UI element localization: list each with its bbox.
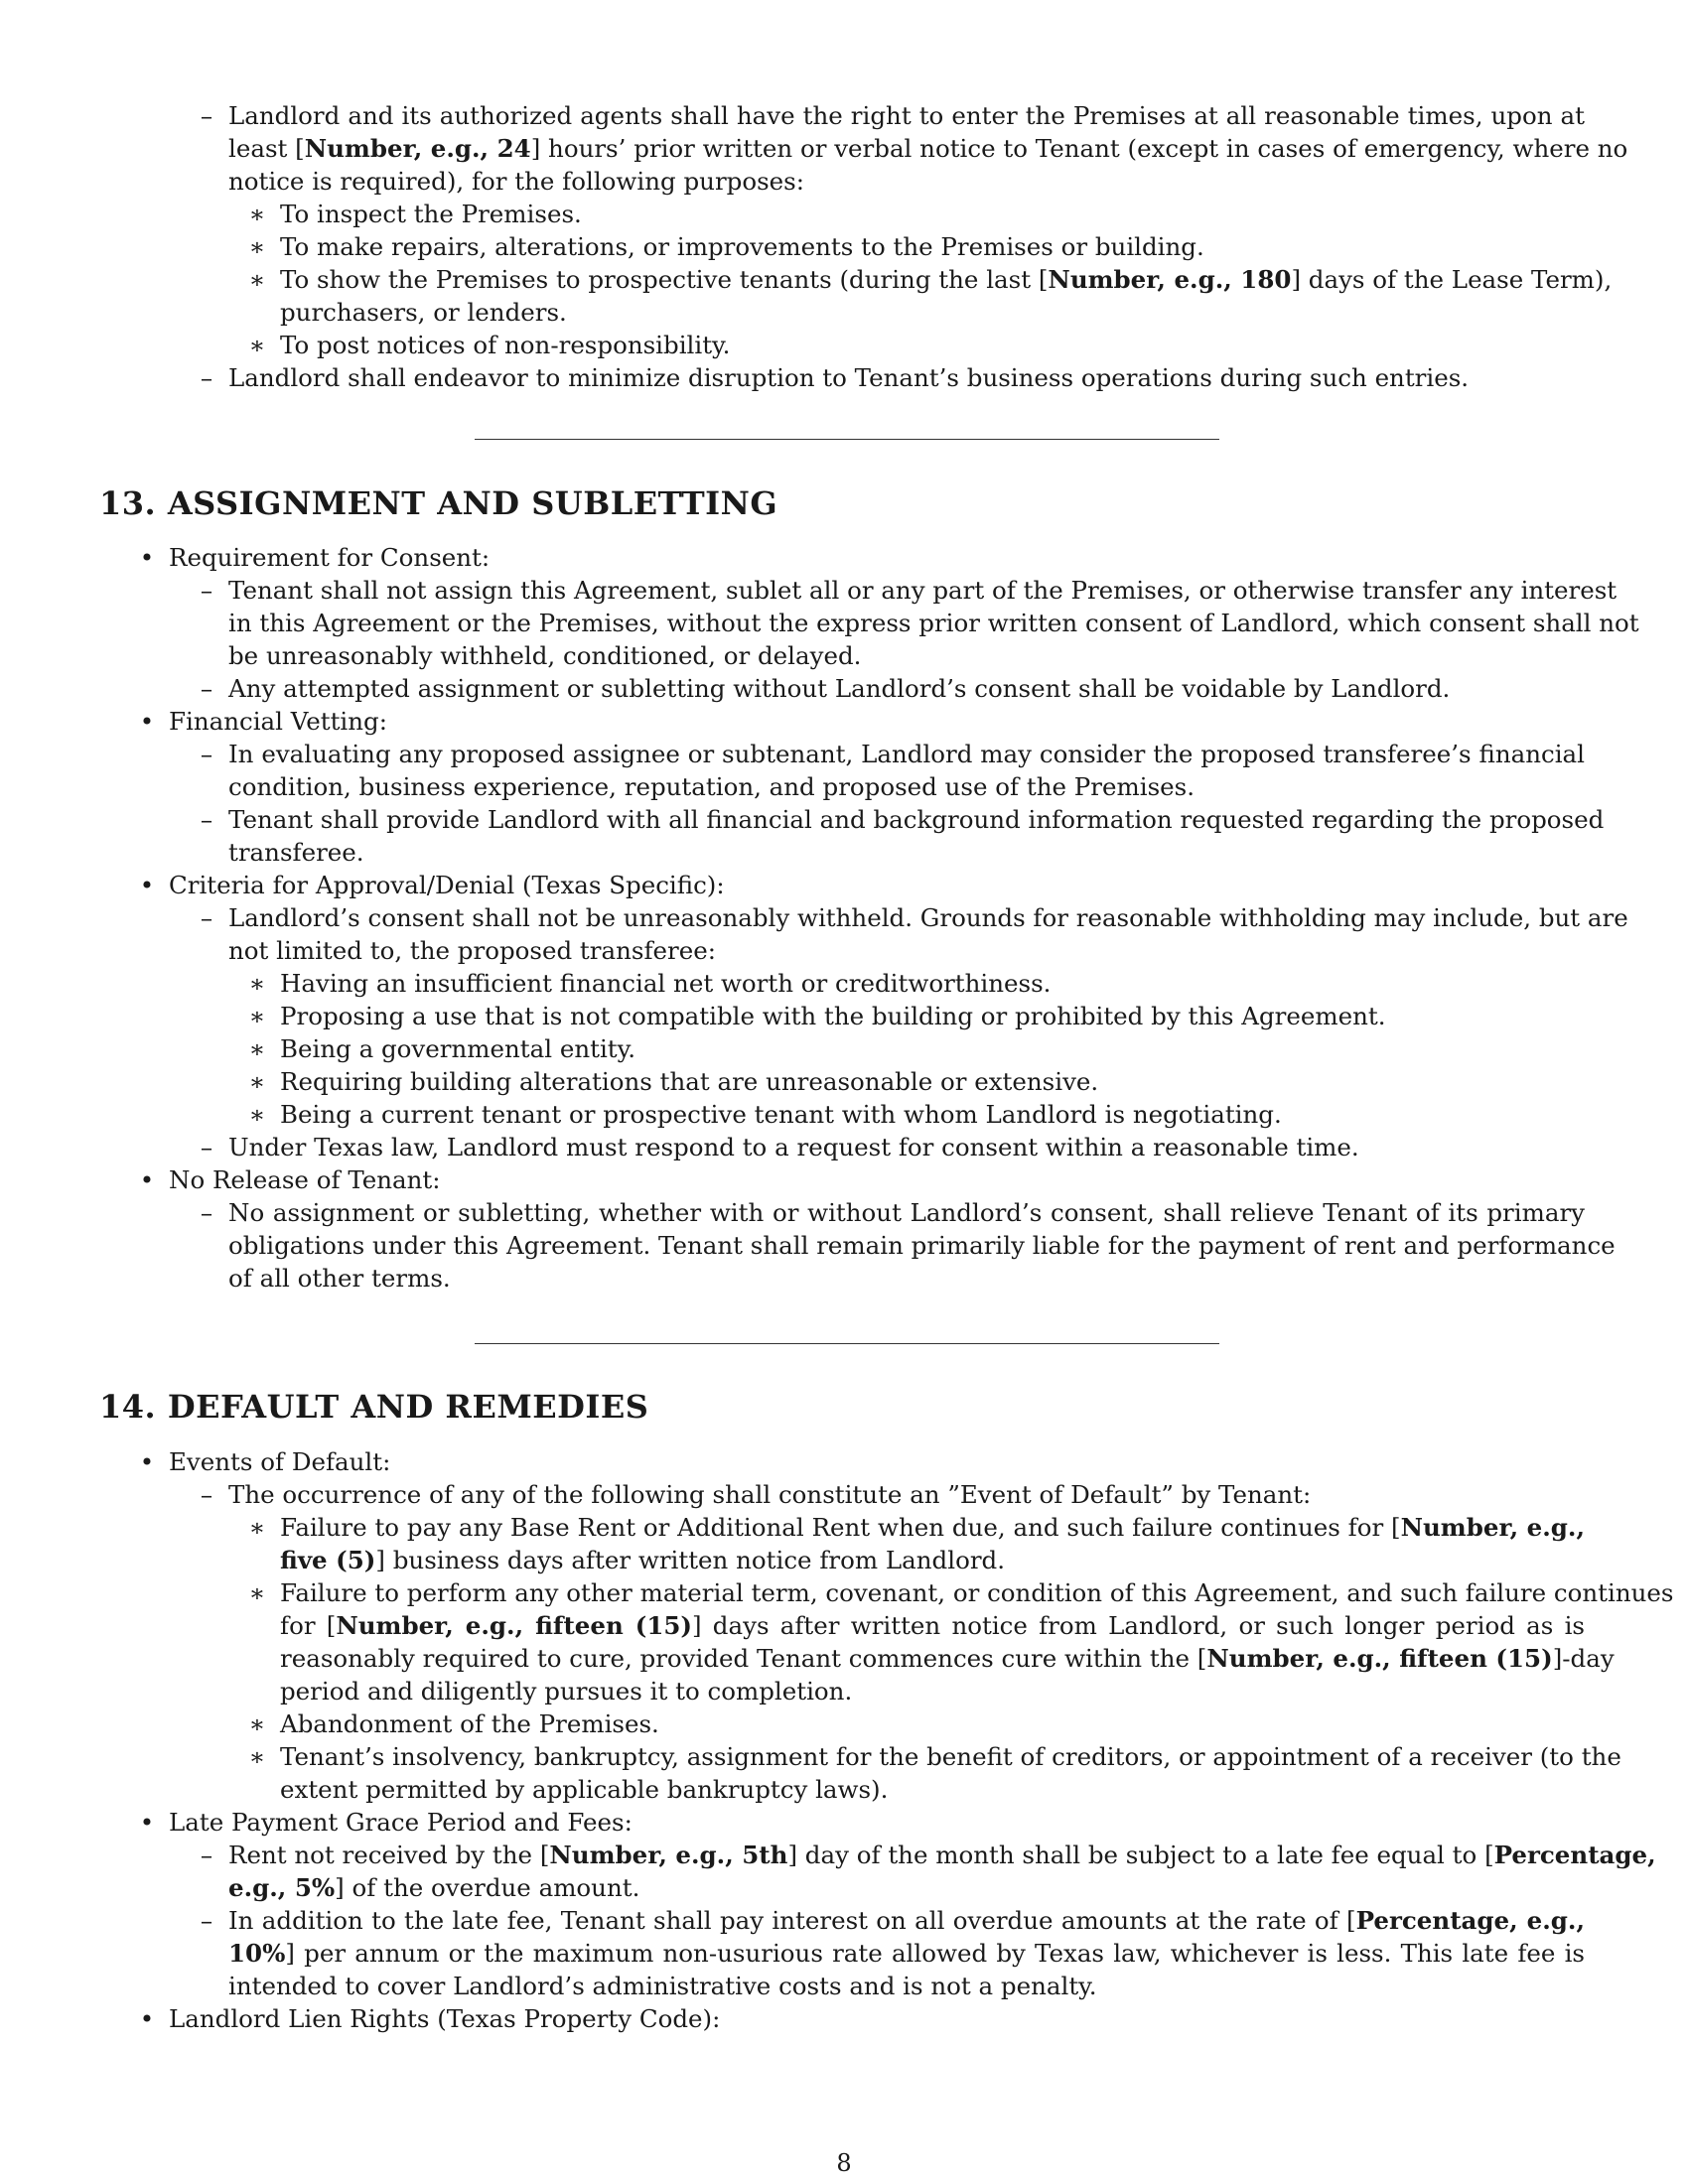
s14-b2-dash2-line1: In addition to the late fee, Tenant shall pay interest on all overdue amounts at the rate of [Percentage, e.g., bbox=[228, 1906, 1585, 1935]
s13-b3-star4: Requiring building alterations that are unreasonable or extensive. bbox=[280, 1067, 1099, 1096]
bullet-marker: • bbox=[139, 871, 155, 899]
s14-star2-line1: Failure to perform any other material term, covenant, or condition of this Agreement, and such failure continues bbox=[280, 1578, 1674, 1607]
dash-marker: – bbox=[200, 1906, 213, 1935]
s14-star2-line2: for [Number, e.g., fifteen (15)] days after written notice from Landlord, or such longer period as is bbox=[280, 1611, 1585, 1640]
s13-bullet2: Financial Vetting: bbox=[169, 707, 387, 736]
star-marker: ∗ bbox=[248, 1067, 266, 1096]
star-marker: ∗ bbox=[248, 1709, 266, 1738]
list-item bbox=[0, 263, 1688, 329]
bullet-marker: • bbox=[139, 543, 155, 572]
s13-b2-dash1-line1: In evaluating any proposed assignee or subtenant, Landlord may consider the proposed transferee’s financial bbox=[228, 740, 1585, 768]
dash-marker: – bbox=[200, 740, 213, 768]
s13-b2-dash2-line1: Tenant shall provide Landlord with all financial and background information requested regarding the proposed bbox=[228, 805, 1605, 834]
s14-star1-line2: five (5)] business days after written notice from Landlord. bbox=[280, 1546, 1005, 1574]
star-marker: ∗ bbox=[248, 331, 266, 359]
s14-b2-dash2-line2: 10%] per annum or the maximum non-usurious rate allowed by Texas law, whichever is less. This late fee is bbox=[228, 1939, 1585, 1968]
s13-b1-dash2: Any attempted assignment or subletting without Landlord’s consent shall be voidable by Landlord. bbox=[228, 674, 1451, 703]
s14-bullet2: Late Payment Grace Period and Fees: bbox=[169, 1808, 633, 1837]
list-item bbox=[0, 803, 1688, 869]
s13-bullet3: Criteria for Approval/Denial (Texas Specific): bbox=[169, 871, 725, 899]
bullet-marker: • bbox=[139, 707, 155, 736]
s13-b4-dash1-line3: of all other terms. bbox=[228, 1264, 451, 1293]
dash-marker: – bbox=[200, 805, 213, 834]
s13-b2-dash1-line2: condition, business experience, reputation, and proposed use of the Premises. bbox=[228, 772, 1196, 801]
star-marker: ∗ bbox=[248, 969, 266, 998]
page-number: 8 bbox=[836, 2149, 852, 2177]
s14-star4-line1: Tenant’s insolvency, bankruptcy, assignment for the benefit of creditors, or appointment of a receiver (to the bbox=[280, 1742, 1621, 1771]
star-marker: ∗ bbox=[248, 1034, 266, 1063]
s14-star2-line4: period and diligently pursues it to completion. bbox=[280, 1677, 853, 1706]
entry-star3-line1: To show the Premises to prospective tenants (during the last [Number, e.g., 180] days of the Lease Term), bbox=[280, 265, 1613, 294]
list-item bbox=[0, 1839, 1688, 1904]
star-marker: ∗ bbox=[248, 232, 266, 261]
s14-bullet1: Events of Default: bbox=[169, 1447, 391, 1476]
bullet-marker: • bbox=[139, 1165, 155, 1194]
dash-marker: – bbox=[200, 1198, 213, 1227]
section-14-heading: 14. DEFAULT AND REMEDIES bbox=[99, 1388, 649, 1426]
s13-b2-dash2-line2: transferee. bbox=[228, 838, 364, 867]
s13-b4-dash1-line2: obligations under this Agreement. Tenant shall remain primarily liable for the payment of rent and performance bbox=[228, 1231, 1616, 1260]
entry-star1: To inspect the Premises. bbox=[280, 200, 582, 228]
s13-b3-star5: Being a current tenant or prospective tenant with whom Landlord is negotiating. bbox=[280, 1100, 1282, 1129]
star-marker: ∗ bbox=[248, 1578, 266, 1607]
list-item bbox=[0, 1740, 1688, 1806]
bullet-marker: • bbox=[139, 1808, 155, 1837]
entry-dash1-line1: Landlord and its authorized agents shall have the right to enter the Premises at all reasonable times, upon at bbox=[228, 101, 1585, 130]
list-item bbox=[0, 1196, 1688, 1295]
s13-b3-dash1-line2: not limited to, the proposed transferee: bbox=[228, 936, 716, 965]
list-item bbox=[0, 1511, 1688, 1576]
dash-marker: – bbox=[200, 1133, 213, 1161]
s13-b3-star1: Having an insufficient financial net worth or creditworthiness. bbox=[280, 969, 1052, 998]
entry-dash1-line2: least [Number, e.g., 24] hours’ prior written or verbal notice to Tenant (except in cases of emergency, where no bbox=[228, 134, 1628, 163]
dash-marker: – bbox=[200, 903, 213, 932]
s14-star2-line3: reasonably required to cure, provided Tenant commences cure within the [Number, e.g., fifteen (15)]-day bbox=[280, 1644, 1615, 1673]
s13-bullet1: Requirement for Consent: bbox=[169, 543, 491, 572]
dash-marker: – bbox=[200, 1841, 213, 1869]
list-item bbox=[0, 1576, 1688, 1707]
s14-star1-line1: Failure to pay any Base Rent or Additional Rent when due, and such failure continues for [Number, e.g., bbox=[280, 1513, 1585, 1542]
s13-b1-dash1-line2: in this Agreement or the Premises, without the express prior written consent of Landlord, which consent shall not bbox=[228, 609, 1639, 637]
s14-b1-dash1: The occurrence of any of the following shall constitute an ”Event of Default” by Tenant: bbox=[228, 1480, 1312, 1509]
s14-b2-dash1-line1: Rent not received by the [Number, e.g., 5th] day of the month shall be subject to a late fee equal to [Percentage, bbox=[228, 1841, 1656, 1869]
section-divider bbox=[475, 439, 1219, 440]
s14-star3: Abandonment of the Premises. bbox=[280, 1709, 659, 1738]
dash-marker: – bbox=[200, 1480, 213, 1509]
s13-b1-dash1-line3: be unreasonably withheld, conditioned, or delayed. bbox=[228, 641, 862, 670]
list-item bbox=[0, 901, 1688, 967]
star-marker: ∗ bbox=[248, 265, 266, 294]
s14-b2-dash2-line3: intended to cover Landlord’s administrative costs and is not a penalty. bbox=[228, 1972, 1097, 2000]
s13-b3-dash1-line1: Landlord’s consent shall not be unreasonably withheld. Grounds for reasonable withholding may include, but are bbox=[228, 903, 1628, 932]
s13-b3-star2: Proposing a use that is not compatible with the building or prohibited by this Agreement. bbox=[280, 1002, 1386, 1030]
entry-dash2: Landlord shall endeavor to minimize disruption to Tenant’s business operations during such entries. bbox=[228, 363, 1470, 392]
dash-marker: – bbox=[200, 674, 213, 703]
list-item bbox=[0, 1904, 1688, 2002]
star-marker: ∗ bbox=[248, 1100, 266, 1129]
star-marker: ∗ bbox=[248, 200, 266, 228]
entry-dash1-line3: notice is required), for the following purposes: bbox=[228, 167, 804, 196]
section-divider bbox=[475, 1343, 1219, 1344]
dash-marker: – bbox=[200, 101, 213, 130]
entry-star2: To make repairs, alterations, or improvements to the Premises or building. bbox=[280, 232, 1204, 261]
dash-marker: – bbox=[200, 363, 213, 392]
s13-b3-star3: Being a governmental entity. bbox=[280, 1034, 636, 1063]
s13-b3-dash2: Under Texas law, Landlord must respond to a request for consent within a reasonable time. bbox=[228, 1133, 1359, 1161]
s14-star4-line2: extent permitted by applicable bankruptcy laws). bbox=[280, 1775, 889, 1804]
bullet-marker: • bbox=[139, 1447, 155, 1476]
list-item bbox=[0, 738, 1688, 803]
s14-bullet3: Landlord Lien Rights (Texas Property Code): bbox=[169, 2004, 721, 2033]
entry-star4: To post notices of non-responsibility. bbox=[280, 331, 731, 359]
star-marker: ∗ bbox=[248, 1002, 266, 1030]
list-item bbox=[0, 574, 1688, 672]
s13-b4-dash1-line1: No assignment or subletting, whether with or without Landlord’s consent, shall relieve Tenant of its primary bbox=[228, 1198, 1585, 1227]
dash-marker: – bbox=[200, 576, 213, 605]
s13-b1-dash1-line1: Tenant shall not assign this Agreement, sublet all or any part of the Premises, or otherwise transfer any interest bbox=[228, 576, 1618, 605]
list-item bbox=[0, 99, 1688, 198]
entry-star3-line2: purchasers, or lenders. bbox=[280, 298, 567, 327]
star-marker: ∗ bbox=[248, 1513, 266, 1542]
section-13-heading: 13. ASSIGNMENT AND SUBLETTING bbox=[99, 484, 778, 522]
s14-b2-dash1-line2: e.g., 5%] of the overdue amount. bbox=[228, 1873, 640, 1902]
bullet-marker: • bbox=[139, 2004, 155, 2033]
s13-bullet4: No Release of Tenant: bbox=[169, 1165, 441, 1194]
star-marker: ∗ bbox=[248, 1742, 266, 1771]
